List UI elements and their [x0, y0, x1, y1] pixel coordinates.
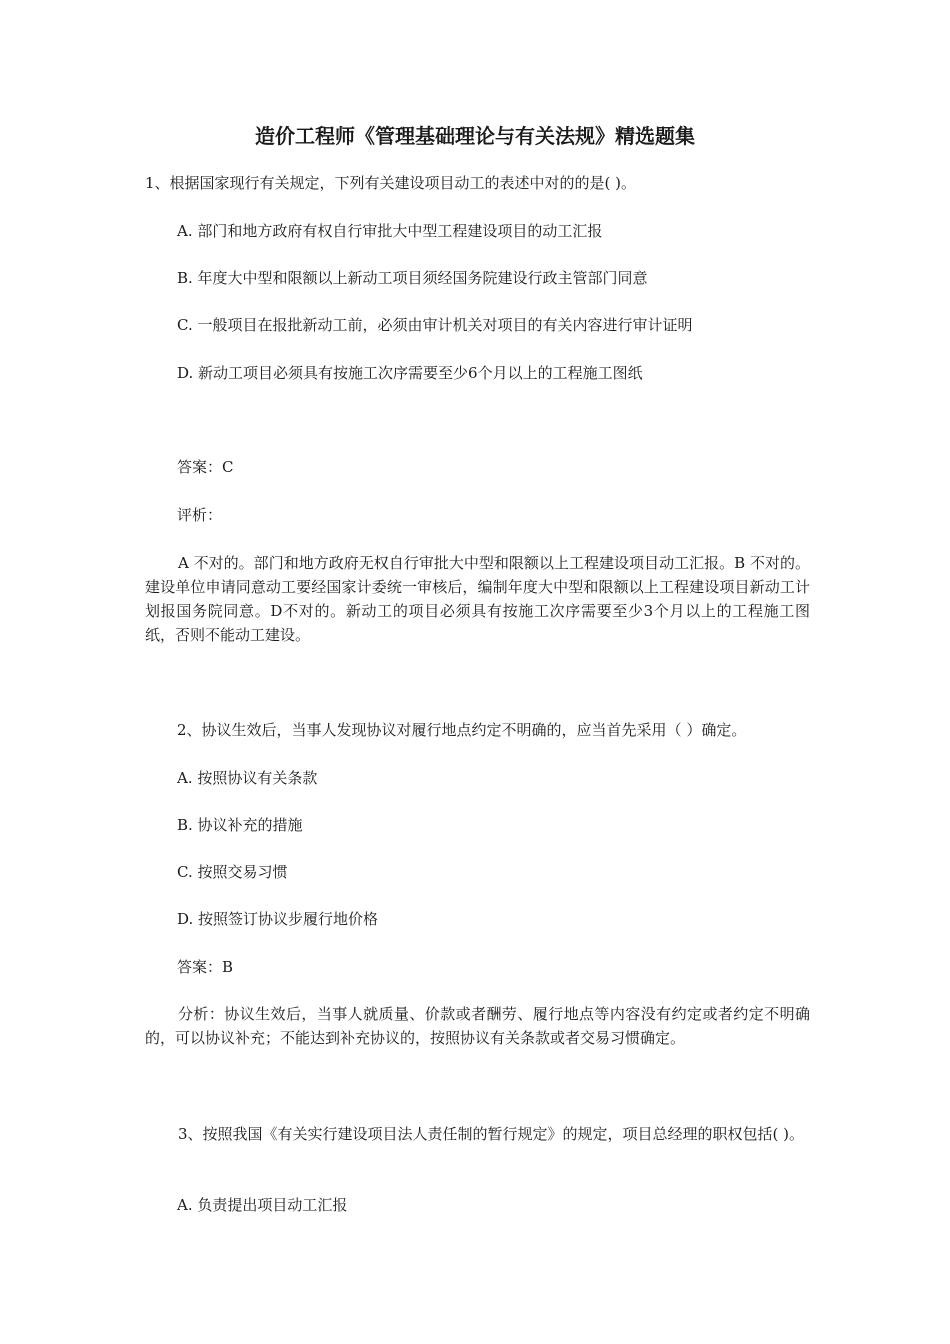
question-2: 2、协议生效后，当事人发现协议对履行地点约定不明确的，应当首先采用（ ）确定。 — [177, 721, 747, 739]
q2-analysis: 分析：协议生效后，当事人就质量、价款或者酬劳、履行地点等内容没有约定或者约定不明确的，可以协议补充；不能达到补充协议的，按照协议有关条款或者交易习惯确定。 — [145, 1005, 810, 1047]
question-1: 1、根据国家现行有关规定，下列有关建设项目动工的表述中对的的是( )。 — [145, 174, 637, 192]
q2-option-d: D. 按照签订协议步履行地价格 — [177, 910, 379, 928]
q2-answer: 答案：B — [177, 958, 234, 976]
q1-option-c: C. 一般项目在报批新动工前，必须由审计机关对项目的有关内容进行审计证明 — [177, 316, 693, 334]
document-title: 造价工程师《管理基础理论与有关法规》精选题集 — [255, 124, 695, 148]
q1-analysis: A 不对的。部门和地方政府无权自行审批大中型和限额以上工程建设项目动工汇报。B 不对的。建设单位申请同意动工要经国家计委统一审核后，编制年度大中型和限额以上工程建设项目新动工计划报国务院同意。D不对的。新动工的项目必须具有按施工次序需要至少3个月以上的工程施工图纸，否则不能动工建设。 — [145, 554, 810, 644]
q1-answer: 答案：C — [177, 458, 234, 476]
q1-option-d: D. 新动工项目必须具有按施工次序需要至少6个月以上的工程施工图纸 — [177, 364, 643, 382]
q1-option-b: B. 年度大中型和限额以上新动工项目须经国务院建设行政主管部门同意 — [177, 269, 648, 287]
q1-analysis-label: 评析： — [177, 506, 223, 524]
question-3: 3、按照我国《有关实行建设项目法人责任制的暂行规定》的规定，项目总经理的职权包括( )。 — [178, 1125, 805, 1143]
q2-option-a: A. 按照协议有关条款 — [177, 769, 318, 787]
q2-option-c: C. 按照交易习惯 — [177, 863, 288, 881]
q2-option-b: B. 协议补充的措施 — [177, 816, 303, 834]
q1-option-a: A. 部门和地方政府有权自行审批大中型工程建设项目的动工汇报 — [177, 222, 603, 240]
q3-option-a: A. 负责提出项目动工汇报 — [177, 1196, 348, 1214]
